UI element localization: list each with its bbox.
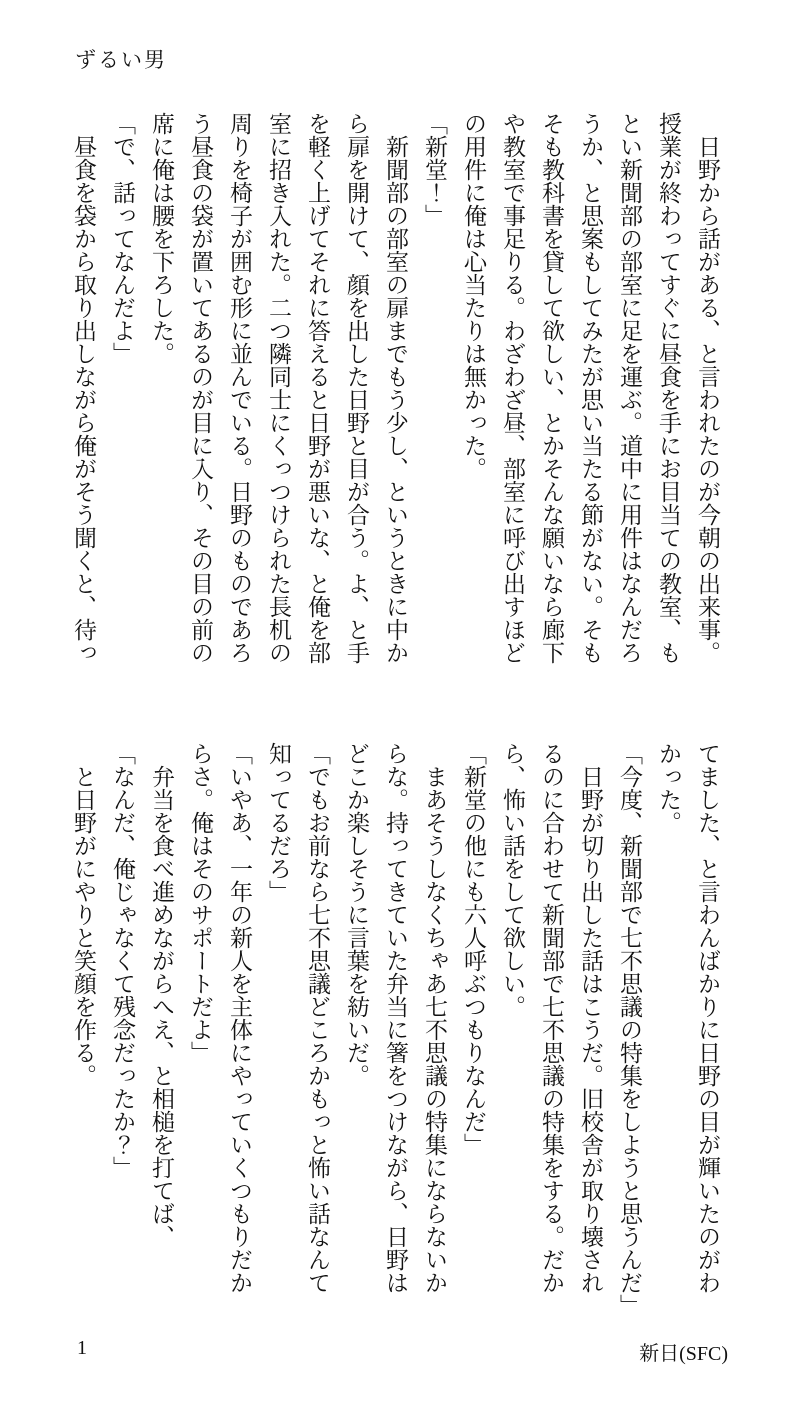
text-line: 「でもお前なら七不思議どころかもっと怖い話なんて xyxy=(305,742,330,1294)
text-line: かった。 xyxy=(656,742,681,834)
text-line: 日野から話がある、と言われたのが今朝の出来事。 xyxy=(695,135,720,664)
text-line: 日野が切り出した話はこうだ。旧校舎が取り壊され xyxy=(578,765,603,1294)
text-line: 「なんだ、俺じゃなくて残念だったか？」 xyxy=(110,742,135,1179)
text-line: 室に招き入れた。二つ隣同士にくっつけられた長机の xyxy=(266,112,291,664)
text-line: てました、と言わんばかりに日野の目が輝いたのがわ xyxy=(695,742,720,1294)
text-line: 「いやあ、一年の新人を主体にやっていくつもりだか xyxy=(227,742,252,1294)
page-number: 1 xyxy=(77,1337,87,1359)
text-line: そも教科書を貸して欲しい、とかそんな願いなら廊下 xyxy=(539,112,564,664)
text-line: ら、怖い話をして欲しい。 xyxy=(500,742,525,1018)
text-line: るのに合わせて新聞部で七不思議の特集をする。だか xyxy=(539,742,564,1294)
text-line: 弁当を食べ進めながらへえ、と相槌を打てば、 xyxy=(149,765,174,1248)
text-line: ら扉を開けて、顔を出した日野と目が合う。よ、と手 xyxy=(344,112,369,664)
text-block-bottom xyxy=(64,742,727,1317)
text-line: 「新堂の他にも六人呼ぶつもりなんだ」 xyxy=(461,742,486,1156)
text-line: 「新堂！」 xyxy=(422,112,447,227)
text-block-top xyxy=(64,112,727,665)
text-line: とい新聞部の部室に足を運ぶ。道中に用件はなんだろ xyxy=(617,112,642,664)
text-line: の用件に俺は心当たりは無かった。 xyxy=(461,112,486,480)
text-line: 席に俺は腰を下ろした。 xyxy=(149,112,174,365)
text-line: 授業が終わってすぐに昼食を手にお目当ての教室、も xyxy=(656,112,681,664)
text-line: うか、と思案もしてみたが思い当たる節がない。そも xyxy=(578,112,603,664)
text-line: う昼食の袋が置いてあるのが目に入り、その目の前の xyxy=(188,112,213,664)
text-line: らさ。俺はそのサポートだよ」 xyxy=(188,742,213,1064)
footer-credit: 新日(SFC) xyxy=(639,1343,728,1365)
text-line: 「今度、新聞部で七不思議の特集をしようと思うんだ」 xyxy=(617,742,642,1317)
text-line: を軽く上げてそれに答えると日野が悪いな、と俺を部 xyxy=(305,112,330,664)
text-line: 「で、話ってなんだよ」 xyxy=(110,112,135,365)
text-line: どこか楽しそうに言葉を紡いだ。 xyxy=(344,742,369,1087)
text-line: 周りを椅子が囲む形に並んでいる。日野のものであろ xyxy=(227,112,252,664)
text-line: まあそうしなくちゃあ七不思議の特集にならないか xyxy=(422,765,447,1294)
text-line: らな。持ってきていた弁当に箸をつけながら、日野は xyxy=(383,742,408,1294)
text-line: や教室で事足りる。わざわざ昼、部室に呼び出すほど xyxy=(500,112,525,664)
text-line: 昼食を袋から取り出しながら俺がそう聞くと、待っ xyxy=(71,135,96,664)
text-line: 知ってるだろ」 xyxy=(266,742,291,903)
text-line: と日野がにやりと笑顔を作る。 xyxy=(71,765,96,1087)
text-line: 新聞部の部室の扉までもう少し、というときに中か xyxy=(383,135,408,664)
page-title: ずるい男 xyxy=(75,48,167,72)
